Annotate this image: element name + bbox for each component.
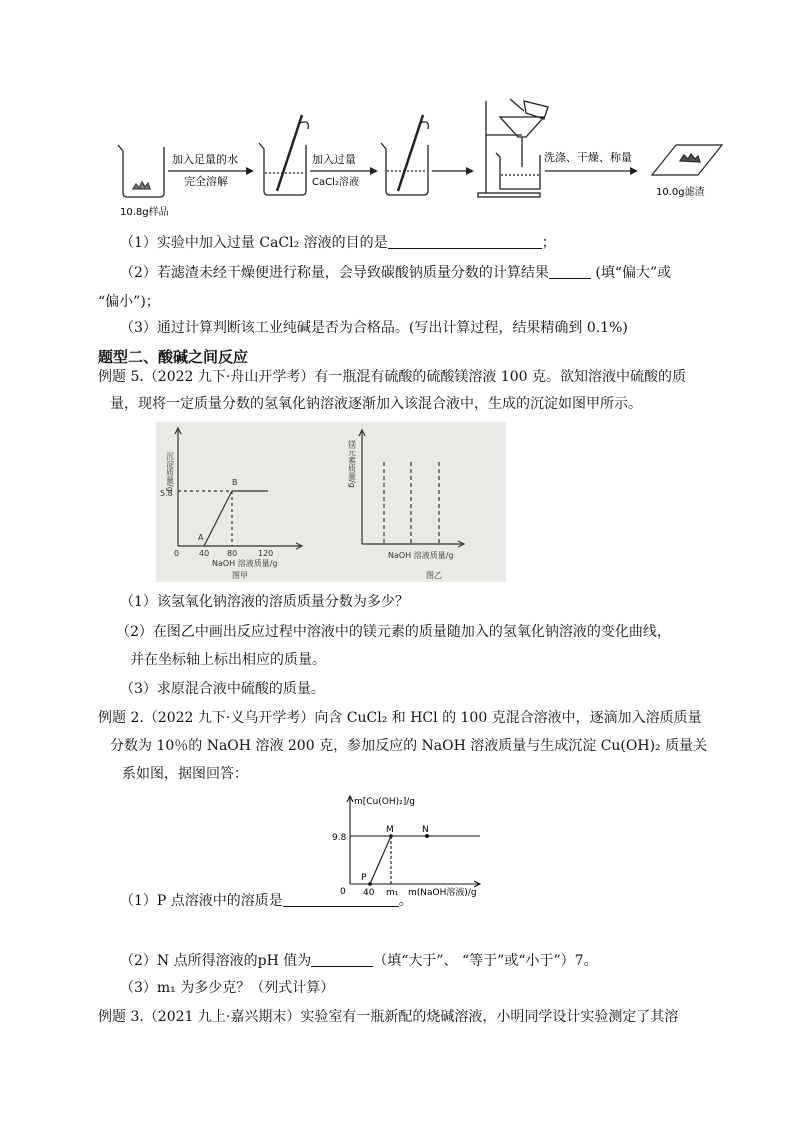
ex5-q1: （1）该氢氧化钠溶液的溶质质量分数为多少？ <box>120 594 409 610</box>
step3-label: 洗涤、干燥、称量 <box>544 151 632 164</box>
q4-part1-end: ； <box>541 235 556 251</box>
jia-point-b: B <box>232 478 238 487</box>
chart-jia <box>175 428 302 549</box>
ex2-line1: 例题 2.（2022 九下·义乌开学考）向含 CuCl₂ 和 HCl 的 100 克混合溶液中，逐滴加入溶质质量 <box>98 710 702 726</box>
q4-part2-text: （2）若滤渣未经干燥便进行称量，会导致碳酸钠质量分数的计算结果 <box>120 265 549 281</box>
step1-label: 加入足量的水 <box>172 153 238 166</box>
sample-label: 10.8g样品 <box>120 207 169 218</box>
ex2-q1-end: 。 <box>398 893 413 909</box>
jia-xtick-80: 80 <box>227 549 238 558</box>
answer-blank-3[interactable] <box>283 890 399 907</box>
beaker-dissolve <box>259 115 308 195</box>
q4-part1 <box>120 232 556 253</box>
jia-xtick-40: 40 <box>199 549 210 558</box>
section-title: 题型二、酸碱之间反应 <box>98 348 249 366</box>
step2b-label: CaCl₂溶液 <box>312 177 359 188</box>
cu-xtick-40: 40 <box>363 888 375 898</box>
figure-photo <box>156 422 506 582</box>
residue-label: 10.0g滤渣 <box>656 187 705 198</box>
jia-xtick-120: 120 <box>258 549 274 558</box>
ex2-q2 <box>120 950 598 971</box>
ex3-line1: 例题 3.（2021 九上·嘉兴期末）实验室有一瓶新配的烧碱溶液，小明同学设计实验测定了其溶 <box>98 1009 679 1025</box>
yi-caption: 图乙 <box>426 571 442 580</box>
yi-xlabel: NaOH 溶液质量/g <box>388 551 454 560</box>
ex5-q3: （3）求原混合液中硫酸的质量。 <box>120 681 325 697</box>
q4-part2 <box>120 262 671 283</box>
ex2-q2-choices: （填“大于”、 “等于”或“小于”）7。 <box>373 953 598 969</box>
ex2-q2-text: （2）N 点所得溶液的pH 值为 <box>120 953 312 969</box>
cu-xtick-m1: m₁ <box>386 888 399 898</box>
filter-residue <box>652 145 722 175</box>
ex2-q1 <box>120 890 413 911</box>
q4-part3: （3）通过计算判断该工业纯碱是否为合格品。(写出计算过程，结果精确到 0.1%) <box>120 320 628 336</box>
jia-xlabel: NaOH 溶液质量/g <box>212 559 278 568</box>
cu-origin: 0 <box>340 887 346 897</box>
beaker-sample <box>118 145 164 197</box>
ex2-line2: 分数为 10％的 NaOH 溶液 200 克，参加反应的 NaOH 溶液质量与生成沉淀 Cu(OH)₂ 质量关 <box>110 738 708 754</box>
ex5-q2b: 并在坐标轴上标出相应的质量。 <box>130 652 326 668</box>
yi-ylabel: 镁元素质量/g <box>347 440 357 488</box>
cu-point-m: M <box>386 825 394 835</box>
beaker-reaction <box>381 115 428 195</box>
jia-point-a: A <box>198 533 204 542</box>
q4-part2-cont: “偏小”)； <box>98 294 160 310</box>
step2-label: 加入过量 <box>312 153 356 166</box>
jia-caption: 图甲 <box>232 571 248 580</box>
jia-ytick: 5.8 <box>160 489 173 498</box>
figure-jia-yi <box>156 422 506 582</box>
cu-ylabel: m[Cu(OH)₂]/g <box>354 797 416 807</box>
ex2-line3: 系如图，据图回答： <box>122 766 248 782</box>
ex5-line2: 量，现将一定质量分数的氢氧化钠溶液逐渐加入该混合液中，生成的沉淀如图甲所示。 <box>110 396 642 412</box>
q4-part2-choices: (填“偏大”或 <box>595 265 672 281</box>
cu-point-p: P <box>361 873 367 883</box>
filter-stand <box>478 99 548 197</box>
ex5-q2a: （2）在图乙中画出反应过程中溶液中的镁元素的质量随加入的氢氧化钠溶液的变化曲线， <box>116 624 671 640</box>
jia-xtick-0: 0 <box>174 549 180 558</box>
step1b-label: 完全溶解 <box>184 175 228 188</box>
answer-blank-1[interactable] <box>388 232 542 249</box>
cu-ytick: 9.8 <box>332 833 347 843</box>
answer-blank-2[interactable] <box>549 262 591 279</box>
ex2-q3: （3）m₁ 为多少克？（列式计算） <box>120 980 335 996</box>
answer-blank-4[interactable] <box>311 950 373 967</box>
jia-ylabel: 沉淀质量/g <box>165 452 175 492</box>
cu-xlabel: m(NaOH溶液)/g <box>408 888 477 898</box>
q4-part1-text: （1）实验中加入过量 CaCl₂ 溶液的目的是 <box>120 235 388 251</box>
cuoh2-chart <box>330 790 530 902</box>
ex2-q1-text: （1）P 点溶液中的溶质是 <box>120 893 283 909</box>
ex5-line1: 例题 5.（2022 九下·舟山开学考）有一瓶混有硫酸的硫酸镁溶液 100 克。欲知溶液中硫酸的质 <box>98 369 686 385</box>
chart-yi <box>359 430 464 547</box>
cu-point-n: N <box>422 825 429 835</box>
